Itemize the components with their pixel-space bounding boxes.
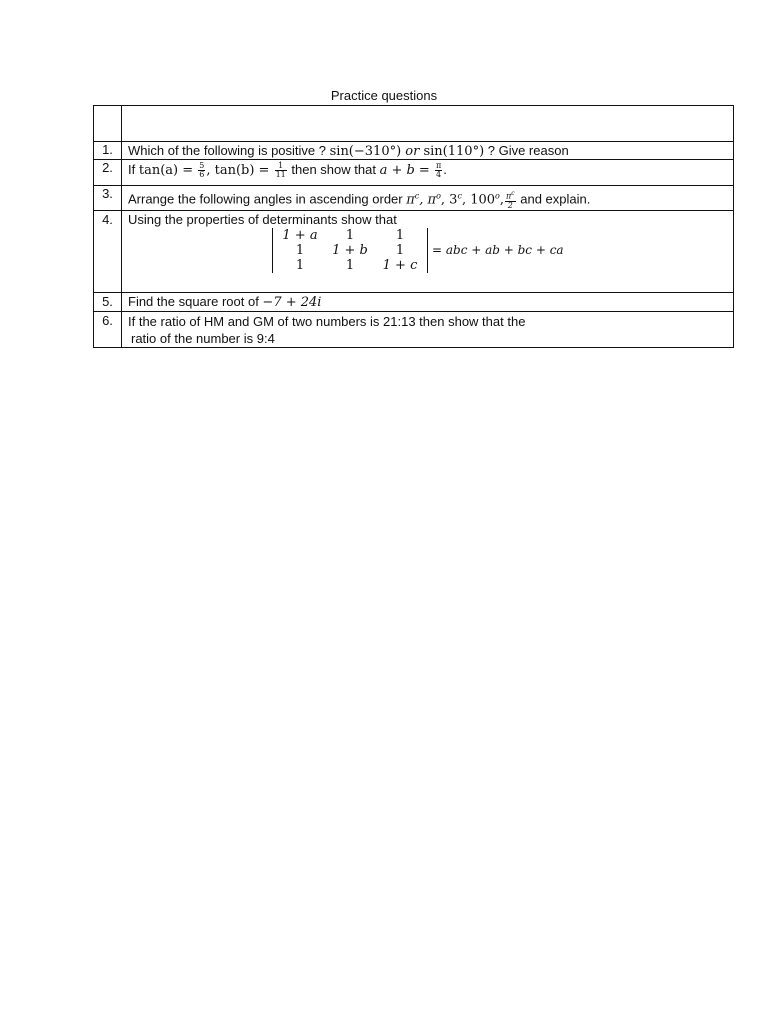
math-expression: sin(−310°) — [329, 144, 406, 159]
superscript: c — [511, 190, 515, 197]
matrix-cell: 1 — [395, 227, 405, 243]
question-text-part: then show that — [287, 162, 380, 177]
fraction-denominator: 4 — [436, 170, 442, 180]
math-expression: , 3 — [440, 192, 458, 208]
math-expression: , — [206, 163, 215, 178]
superscript: o — [436, 191, 441, 201]
matrix-row — [275, 258, 425, 273]
fraction-numerator: 1 — [275, 162, 287, 171]
question-number: 6. — [94, 311, 122, 347]
question-text — [122, 311, 734, 347]
matrix-cell: 1 — [345, 227, 355, 243]
question-text — [122, 142, 734, 160]
matrix-cell: 1 + b — [332, 242, 368, 258]
matrix-cell: 1 — [295, 257, 305, 273]
superscript: c — [414, 191, 420, 201]
question-row-6 — [94, 311, 734, 347]
matrix-row — [275, 243, 425, 258]
fraction-numerator — [505, 190, 516, 202]
math-expression: , π — [419, 192, 437, 208]
question-number: 5. — [94, 292, 122, 311]
determinant-rhs: = abc + ab + bc + ca — [432, 242, 564, 257]
question-text-part: . — [443, 162, 447, 177]
math-expression: , 100 — [461, 192, 496, 208]
question-text-line: If the ratio of HM and GM of two numbers is 21:13 then show that the — [128, 313, 526, 329]
matrix-cell: 1 — [395, 242, 405, 258]
fraction — [435, 162, 442, 179]
question-number: 3. — [94, 186, 122, 211]
math-expression: a + b = — [379, 163, 434, 178]
fraction — [505, 190, 516, 210]
fraction-numerator: 5 — [199, 161, 205, 171]
matrix-grid — [275, 228, 425, 273]
fraction — [198, 162, 205, 179]
question-text-part: If — [128, 162, 139, 177]
math-expression: −7 + 24i — [262, 294, 322, 310]
question-text-part: Arrange the following angles in ascending order — [128, 191, 407, 207]
question-number: 4. — [94, 210, 122, 292]
determinant-equation — [272, 228, 733, 273]
question-row-1 — [94, 142, 734, 160]
question-row-5 — [94, 292, 734, 311]
question-row-2 — [94, 160, 734, 186]
question-text — [122, 210, 734, 292]
matrix-cell: 1 — [295, 242, 305, 258]
math-expression: tan(a) = — [138, 163, 198, 178]
question-number: 1. — [94, 142, 122, 160]
question-text — [122, 186, 734, 211]
question-text-part: Which of the following is positive ? — [128, 143, 330, 158]
fraction-denominator: 11 — [275, 170, 286, 180]
header-row — [94, 106, 734, 142]
question-text — [122, 292, 734, 311]
fraction-denominator: 2 — [507, 200, 513, 210]
fraction-numerator: π — [435, 161, 442, 171]
question-text-part: ? Give reason — [484, 143, 569, 158]
math-expression: or — [405, 144, 420, 159]
fraction-numerator-symbol: π — [505, 191, 512, 201]
math-expression: π — [406, 192, 415, 208]
questions-table — [93, 105, 734, 348]
question-text-line: ratio of the number is 9:4 — [131, 330, 275, 346]
matrix-cell: 1 + c — [382, 257, 418, 273]
matrix-cell: 1 + a — [282, 227, 318, 243]
question-text — [122, 160, 734, 186]
math-expression: tan(b) = — [214, 163, 274, 178]
header-num-cell — [94, 106, 122, 142]
determinant-matrix — [272, 228, 428, 273]
question-text-part: Find the square root of — [128, 293, 263, 309]
math-expression: sin(110°) — [419, 144, 485, 159]
question-row-3 — [94, 186, 734, 211]
fraction-denominator: 6 — [199, 170, 205, 180]
header-text-cell — [122, 106, 734, 142]
superscript: c — [457, 191, 462, 201]
question-text-part: Using the properties of determinants show that — [128, 211, 397, 227]
matrix-cell: 1 — [345, 257, 355, 273]
superscript: o — [495, 191, 500, 201]
page-title: Practice questions — [330, 88, 438, 103]
question-row-4 — [94, 210, 734, 292]
fraction — [275, 162, 287, 179]
question-number: 2. — [94, 160, 122, 186]
question-text-part: and explain. — [516, 191, 591, 207]
matrix-row — [275, 228, 425, 243]
math-expression: , — [499, 192, 504, 208]
